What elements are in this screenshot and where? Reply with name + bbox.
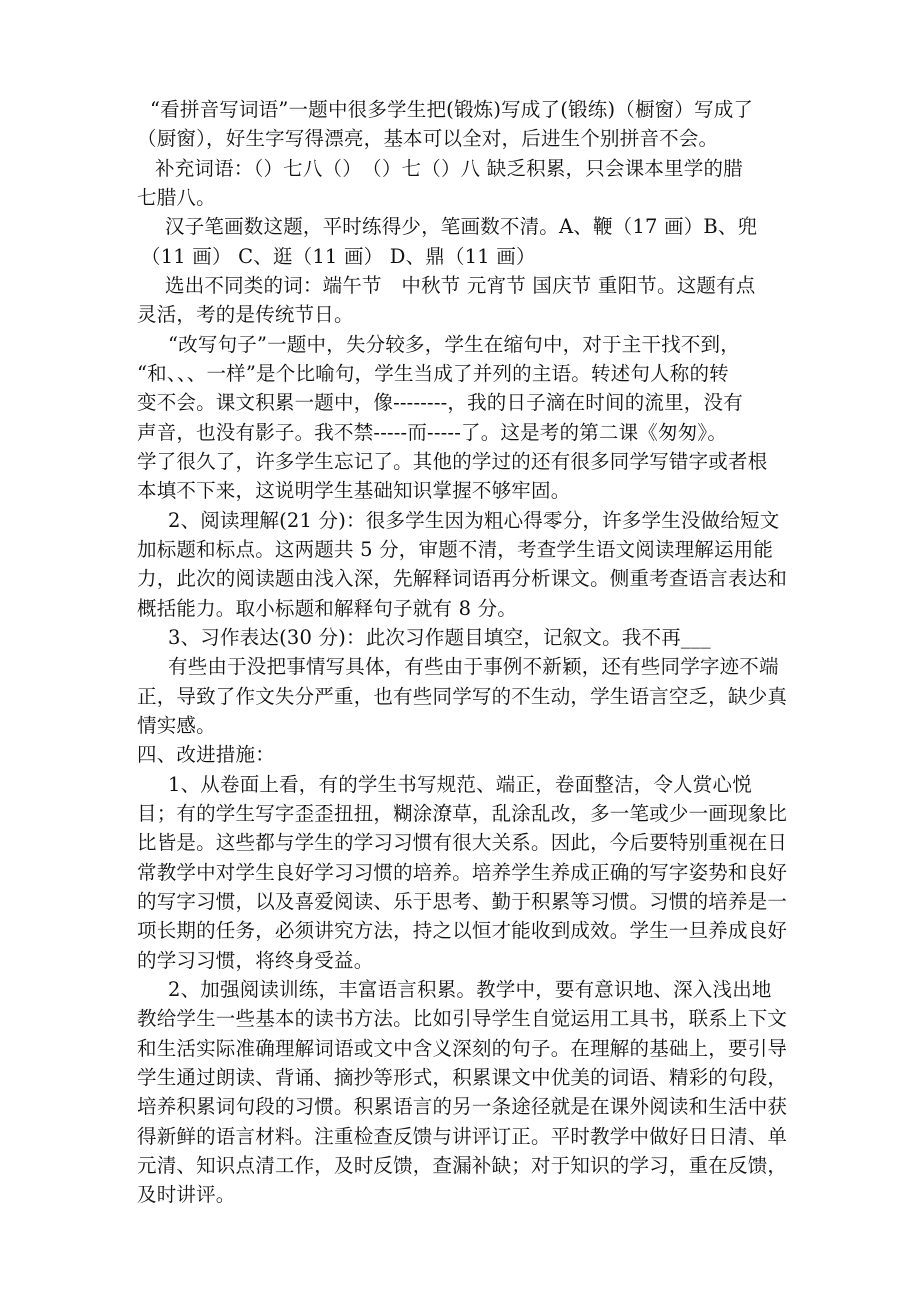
text-line: 力，此次的阅读题由浅入深，先解释词语再分析课文。侧重考查语言表达和 — [137, 567, 788, 590]
text-line: 3、习作表达(30 分)：此次习作题目填空，记叙文。我不再___ — [168, 626, 711, 649]
text-line: 1、从卷面上看，有的学生书写规范、端正，卷面整洁，令人赏心悦 — [168, 773, 752, 796]
text-line: 2、加强阅读训练，丰富语言积累。教学中，要有意识地、深入浅出地 — [168, 978, 772, 1001]
text-line: 声音，也没有影子。我不禁-----而-----了。这是考的第二课《匆匆》。 — [137, 421, 728, 444]
text-line: 的写字习惯，以及喜爱阅读、乐于思考、勤于积累等习惯。习惯的培养是一 — [137, 890, 788, 913]
text-line: 七腊八。 — [137, 186, 216, 209]
text-line: 选出不同类的词：端午节 中秋节 元宵节 国庆节 重阳节。这题有点 — [165, 274, 756, 297]
text-line: 补充词语：（）七八（） （）七（）八 缺乏积累，只会课本里学的腊 — [155, 157, 743, 180]
text-line: “和、、、一样”是个比喻句，学生当成了并列的主语。转述句人称的转 — [137, 362, 729, 385]
text-line: 目；有的学生写字歪歪扭扭，糊涂潦草，乱涂乱改，多一笔或少一画现象比 — [137, 802, 788, 825]
text-line: 项长期的任务，必须讲究方法，持之以恒才能收到成效。学生一旦养成良好 — [137, 919, 788, 942]
text-line: 概括能力。取小标题和解释句子就有 8 分。 — [137, 597, 518, 620]
text-line: 得新鲜的语言材料。注重检查反馈与讲评订正。平时教学中做好日日清、单 — [137, 1125, 788, 1148]
text-line: 2、阅读理解(21 分)：很多学生因为粗心得零分，许多学生没做给短文 — [168, 509, 780, 532]
text-line: 学了很久了，许多学生忘记了。其他的学过的还有很多同学写错字或者根 — [137, 450, 768, 473]
text-line: 汉子笔画数这题，平时练得少，笔画数不清。A、鞭（17 画）B、兜 — [165, 215, 758, 238]
text-line: 情实感。 — [137, 714, 216, 737]
text-line: 的学习习惯，将终身受益。 — [137, 949, 374, 972]
text-line: 本填不下来，这说明学生基础知识掌握不够牢固。 — [137, 479, 571, 502]
text-line: 灵活，考的是传统节日。 — [137, 303, 354, 326]
text-line: 变不会。课文积累一题中，像--------，我的日子滴在时间的流里，没有 — [137, 391, 743, 414]
text-line: “改写句子”一题中，失分较多，学生在缩句中，对于主干找不到， — [168, 333, 740, 356]
text-line: （厨窗），好生字写得漂亮，基本可以全对，后进生个别拼音不会。 — [137, 127, 719, 150]
text-line: “看拼音写词语”一题中很多学生把(锻炼)写成了(锻练)（橱窗）写成了 — [150, 98, 754, 121]
text-line: （11 画） C、逛（11 画） D、鼎（11 画） — [141, 245, 536, 268]
text-line: 教给学生一些基本的读书方法。比如引导学生自觉运用工具书，联系上下文 — [137, 1007, 788, 1030]
text-line: 和生活实际准确理解词语或文中含义深刻的句子。在理解的基础上，要引导 — [137, 1037, 788, 1060]
text-line: 培养积累词句段的习惯。积累语言的另一条途径就是在课外阅读和生活中获 — [137, 1095, 788, 1118]
text-line: 常教学中对学生良好学习习惯的培养。培养学生养成正确的写字姿势和良好 — [137, 861, 788, 884]
text-line: 比皆是。这些都与学生的学习习惯有很大关系。因此，今后要特别重视在日 — [137, 831, 788, 854]
text-line: 加标题和标点。这两题共 5 分，审题不清，考查学生语文阅读理解运用能 — [137, 538, 774, 561]
text-line: 正，导致了作文失分严重，也有些同学写的不生动，学生语言空乏，缺少真 — [137, 685, 788, 708]
text-line: 学生通过朗读、背诵、摘抄等形式，积累课文中优美的词语、精彩的句段， — [137, 1066, 788, 1089]
text-line: 及时讲评。 — [137, 1183, 236, 1206]
text-line: 有些由于没把事情写具体，有些由于事例不新颖，还有些同学字迹不端 — [168, 655, 779, 678]
section-heading: 四、改进措施： — [137, 743, 275, 766]
text-line: 元清、知识点清工作，及时反馈，查漏补缺；对于知识的学习，重在反馈， — [137, 1154, 788, 1177]
